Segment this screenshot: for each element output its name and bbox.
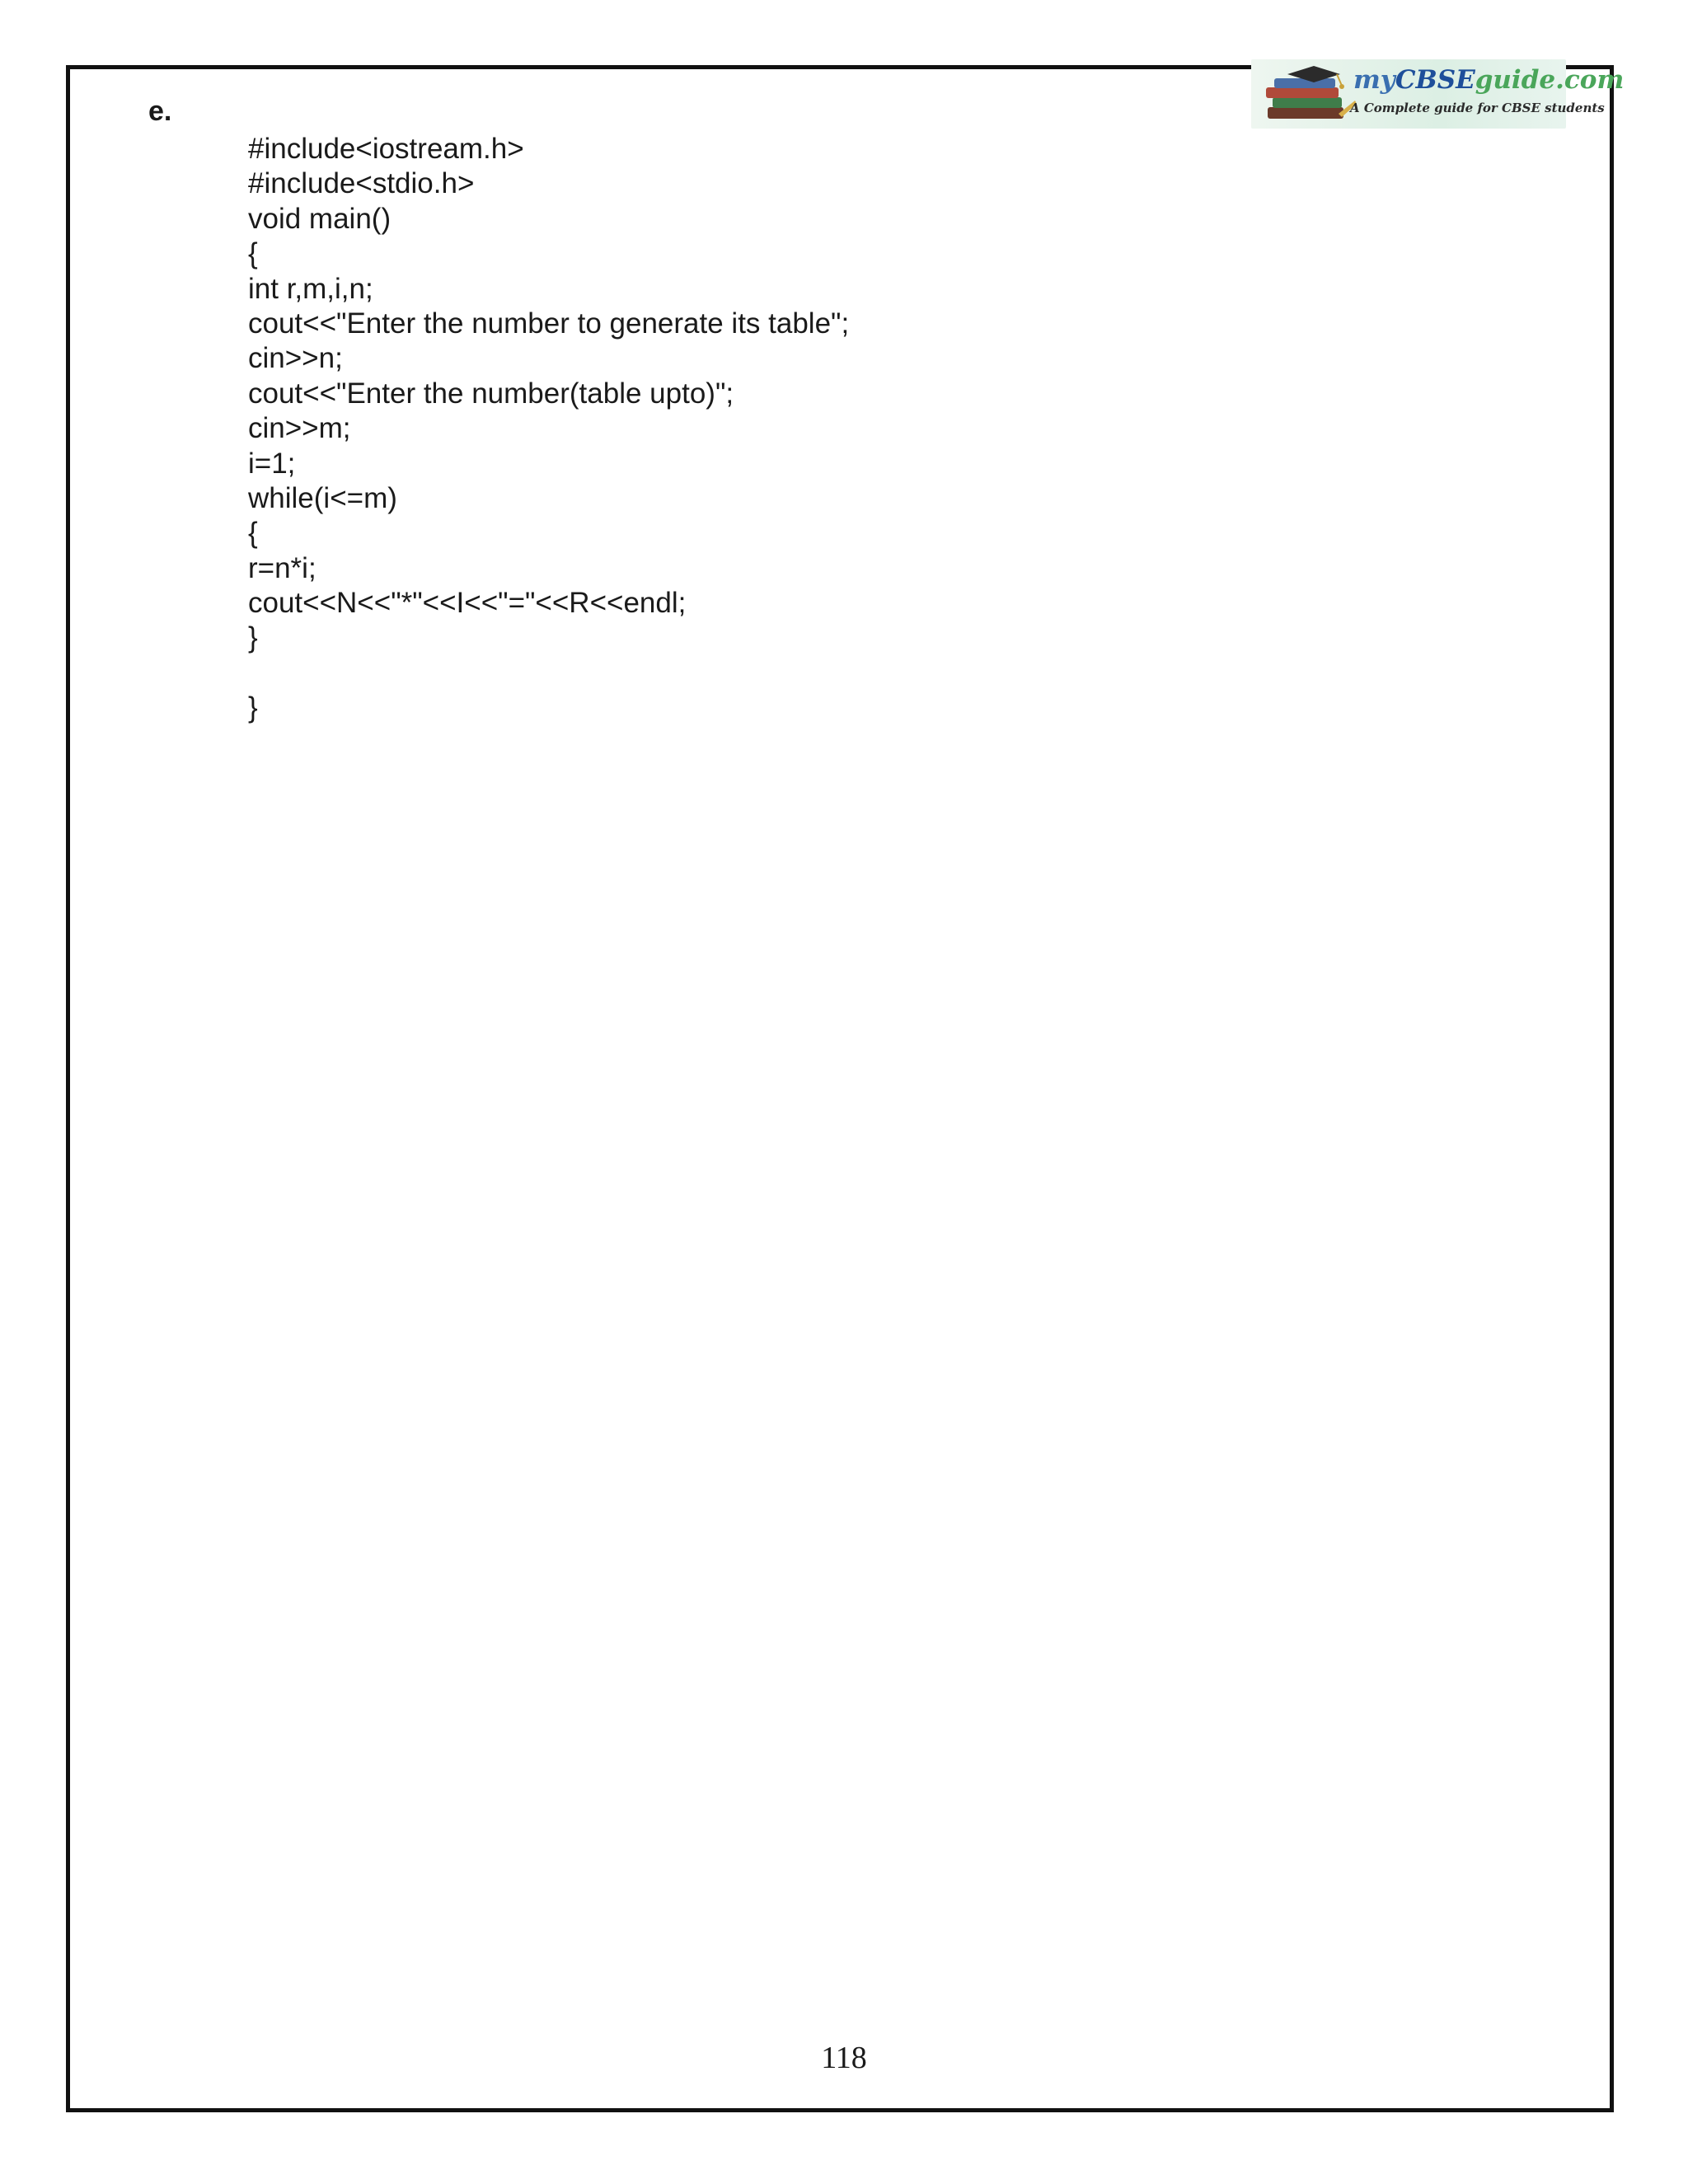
code-line: cout<<N<<"*"<<I<<"="<<R<<endl; (248, 587, 687, 620)
code-line: } (248, 621, 258, 654)
code-line: cout<<"Enter the number to generate its table"; (248, 307, 850, 340)
code-block (248, 132, 849, 726)
mycbseguide-logo (1251, 59, 1625, 129)
code-line: } (248, 691, 258, 724)
code-line: { (248, 237, 258, 270)
question-label: e. (148, 96, 172, 127)
code-line: void main() (248, 202, 392, 235)
code-line: r=n*i; (248, 551, 316, 584)
code-line: cout<<"Enter the number(table upto)"; (248, 377, 734, 410)
logo-my: my (1353, 65, 1395, 95)
code-line: int r,m,i,n; (248, 272, 373, 305)
page-number: 118 (821, 2041, 867, 2075)
code-line: #include<stdio.h> (248, 167, 475, 200)
code-line: while(i<=m) (248, 481, 397, 514)
books-stack-icon (1263, 64, 1360, 125)
logo-guide: guide.com (1475, 65, 1625, 95)
code-line: cin>>m; (248, 412, 351, 445)
code-line: #include<iostream.h> (248, 133, 524, 165)
logo-cbse: CBSE (1395, 65, 1475, 95)
code-line: { (248, 517, 258, 550)
code-line: i=1; (248, 447, 296, 480)
code-line (248, 656, 849, 691)
logo-tagline: A Complete guide for CBSE students (1350, 101, 1605, 115)
logo-wordmark (1353, 65, 1625, 95)
code-line: cin>>n; (248, 342, 343, 375)
